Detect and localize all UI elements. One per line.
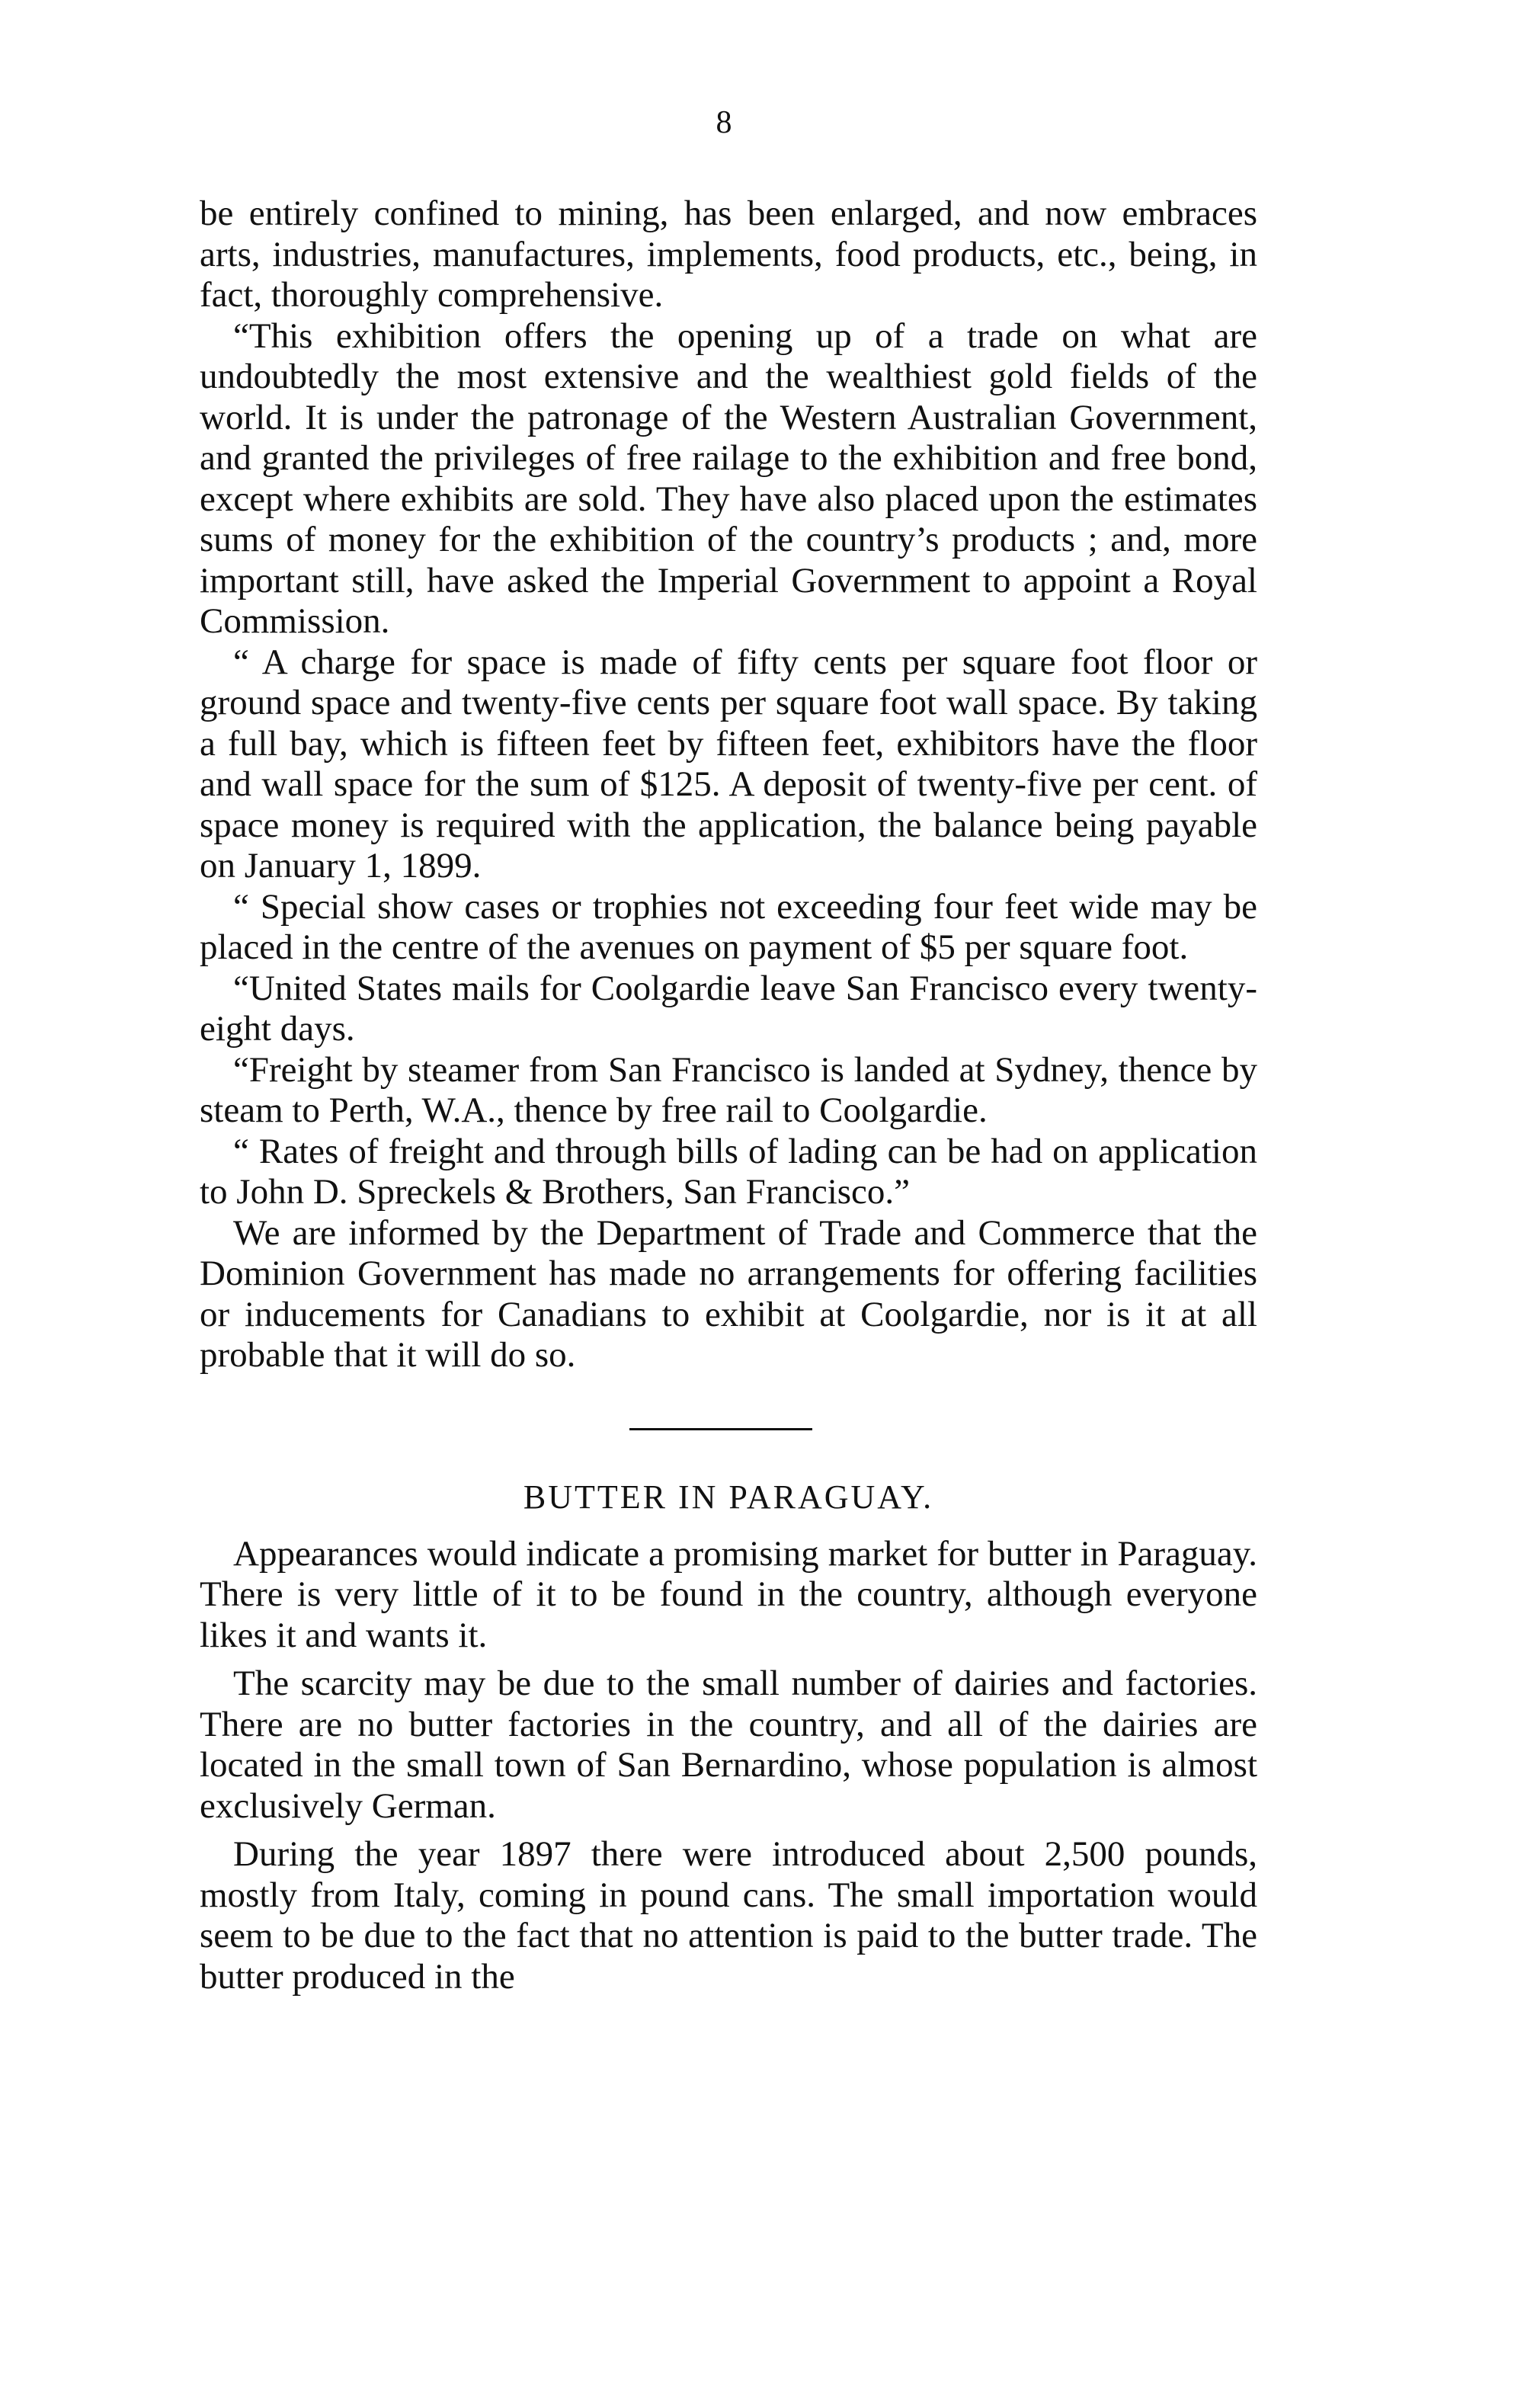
paragraph: “ A charge for space is made of fifty cents per square foot floor or ground space and twenty-five cents per square foot wall space. By taking a full bay, which is fifteen feet by fifteen feet, exhibitors have the floor and wall space for the sum of $125. A deposit of twenty-five per cent. of space money is required with the application, the balance being payable on January 1, 1899. xyxy=(200,642,1257,885)
paragraph: “Freight by steamer from San Francisco is landed at Sydney, thence by steam to Perth, W.A., thence by free rail to Coolgardie. xyxy=(200,1049,1257,1130)
paragraph: “ Rates of freight and through bills of lading can be had on application to John D. Spreckels & Brothers, San Francisco.” xyxy=(200,1131,1257,1212)
paragraph: “United States mails for Coolgardie leave San Francisco every twenty-eight days. xyxy=(200,968,1257,1049)
section-heading: BUTTER IN PARAGUAY. xyxy=(523,1478,934,1516)
paragraph: “ Special show cases or trophies not exceeding four feet wide may be placed in the centre of the avenues on payment of $5 per square foot. xyxy=(200,886,1257,967)
paragraph: The scarcity may be due to the small number of dairies and factories. There are no butter factories in the country, and all of the dairies are located in the small town of San Bernardino, whose population is almost exclusively German. xyxy=(200,1664,1257,1826)
paragraph: During the year 1897 there were introduced about 2,500 pounds, mostly from Italy, coming in pound cans. The small importation would seem to be due to the fact that no attention is paid to the butter trade. The butter produced in the xyxy=(200,1834,1257,1997)
paragraph: be entirely confined to mining, has been enlarged, and now embraces arts, industries, manufactures, implements, food products, etc., being, in fact, thoroughly comprehensive. xyxy=(200,194,1257,315)
butter-in-paraguay-text xyxy=(200,1534,1257,1998)
exhibition-text xyxy=(200,194,1257,1376)
page-number: 8 xyxy=(716,105,732,140)
paragraph: Appearances would indicate a promising market for butter in Paraguay. There is very little of it to be found in the country, although everyone likes it and wants it. xyxy=(200,1533,1257,1655)
paragraph: “This exhibition offers the opening up of a trade on what are undoubtedly the most extensive and the wealthiest gold fields of the world. It is under the patronage of the Western Australian Government, and granted the privileges of free railage to the exhibition and free bond, except where exhibits are sold. They have also placed upon the estimates sums of money for the exhibition of the country’s products ; and, more important still, have asked the Imperial Government to appoint a Royal Commission. xyxy=(200,315,1257,641)
section-divider xyxy=(629,1428,812,1430)
paragraph: We are informed by the Department of Trade and Commerce that the Dominion Government has made no arrangements for offering facilities or inducements for Canadians to exhibit at Coolgardie, nor is it at all probable that it will do so. xyxy=(200,1212,1257,1375)
text-column xyxy=(200,194,1257,2005)
